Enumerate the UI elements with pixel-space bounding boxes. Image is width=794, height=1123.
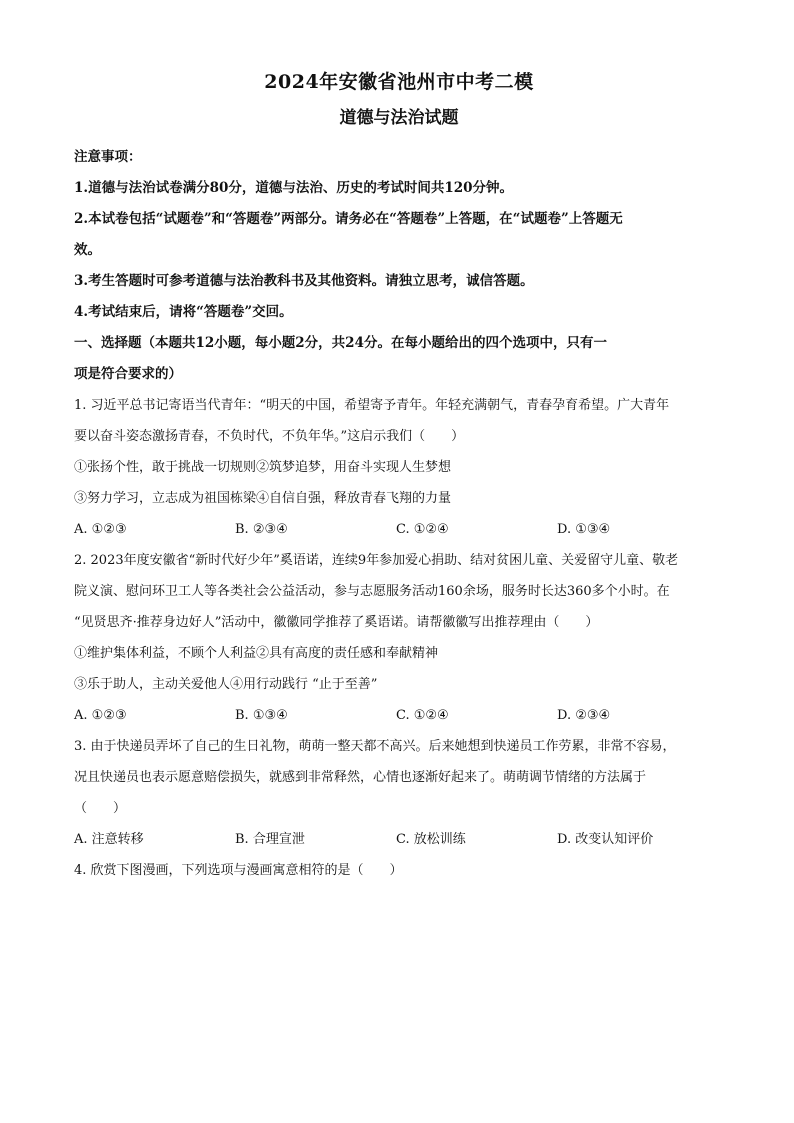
section-heading-line-2: 项是符合要求的） [74,366,182,382]
question-1-option-a: A. ①②③ [74,522,127,537]
question-2-option-a: A. ①②③ [74,708,127,723]
section-heading-line-1: 一、选择题（本题共12小题，每小题2分，共24分。在每小题给出的四个选项中，只有一 [74,335,607,351]
question-2-statements-1: ①维护集体利益，不顾个人利益②具有高度的责任感和奉献精神 [74,646,439,661]
notice-item-4: 4.考试结束后，请将“答题卷”交回。 [74,304,293,320]
question-2-statements-2: ③乐于助人，主动关爱他人④用行动践行 “止于至善” [74,677,378,692]
question-1 [74,390,724,545]
notice-heading: 注意事项： [74,149,142,165]
question-2-option-d: D. ②③④ [557,708,611,723]
question-3-options [74,824,724,855]
question-1-option-b: B. ②③④ [235,522,288,537]
question-2-line-2: 院义演、慰问环卫工人等各类社会公益活动，参与志愿服务活动160余场，服务时长达360多个小时。在 [74,584,670,599]
question-2-option-c: C. ①②④ [396,708,449,723]
question-2 [74,545,724,731]
exam-subtitle: 道德与法治试题 [339,108,459,128]
question-1-option-d: D. ①③④ [557,522,611,537]
question-3-line-1: 3. 由于快递员弄坏了自己的生日礼物，萌萌一整天都不高兴。后来她想到快递员工作劳累，非常不容易， [74,739,676,754]
question-3-line-2: 况且快递员也表示愿意赔偿损失，就感到非常释然，心情也逐渐好起来了。萌萌调节情绪的方法属于 [74,770,647,785]
question-1-options [74,514,724,545]
question-3-line-3: （ ） [74,801,127,816]
notice-section [74,142,724,328]
exam-title: 2024年安徽省池州市中考二模 [264,71,534,93]
question-3 [74,731,724,855]
question-3-option-c: C. 放松训练 [396,832,466,847]
question-2-option-b: B. ①③④ [235,708,288,723]
notice-item-2-line-2: 效。 [74,242,101,258]
question-1-line-1: 1. 习近平总书记寄语当代青年：“明天的中国，希望寄予青年。年轻充满朝气，青春孕育希望。广大青年 [74,398,670,413]
question-3-option-a: A. 注意转移 [74,832,144,847]
question-2-options [74,700,724,731]
question-1-line-2: 要以奋斗姿态激扬青春，不负时代，不负年华。”这启示我们（ ） [74,429,465,444]
question-3-option-b: B. 合理宣泄 [235,832,305,847]
question-1-statements-2: ③努力学习，立志成为祖国栋梁④自信自强，释放青春飞翔的力量 [74,491,452,506]
question-4 [74,855,724,886]
question-4-line-1: 4. 欣赏下图漫画，下列选项与漫画寓意相符的是（ ） [74,863,403,878]
question-2-line-1: 2. 2023年度安徽省“新时代好少年”奚语诺，连续9年参加爱心捐助、结对贫困儿童、关爱留守儿童、敬老 [74,553,679,568]
question-2-line-3: “见贤思齐·推荐身边好人”活动中，徽徽同学推荐了奚语诺。请帮徽徽写出推荐理由（ ） [74,615,599,630]
notice-item-3: 3.考生答题时可参考道德与法治教科书及其他资料。请独立思考，诚信答题。 [74,273,534,289]
notice-item-2-line-1: 2.本试卷包括“试题卷”和“答题卷”两部分。请务必在“答题卷”上答题，在“试题卷”上答题无 [74,211,623,227]
question-1-statements-1: ①张扬个性，敢于挑战一切规则②筑梦追梦，用奋斗实现人生梦想 [74,460,452,475]
exam-page [74,70,724,886]
question-1-option-c: C. ①②④ [396,522,449,537]
notice-item-1: 1.道德与法治试卷满分80分，道德与法治、历史的考试时间共120分钟。 [74,180,514,196]
question-3-option-d: D. 改变认知评价 [557,832,654,847]
section-heading [74,328,724,390]
